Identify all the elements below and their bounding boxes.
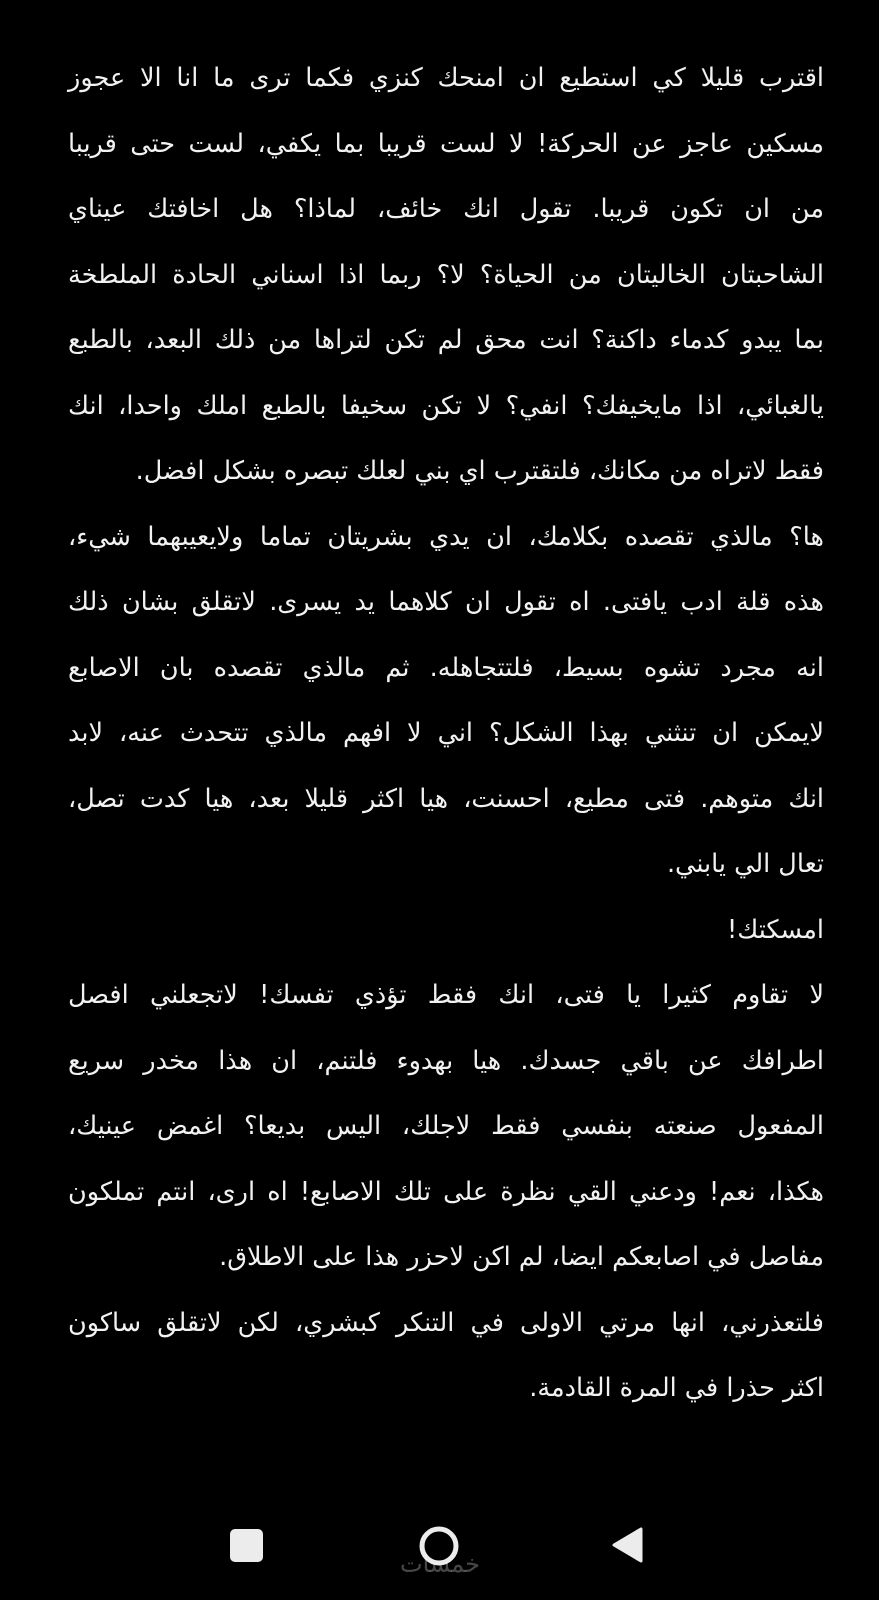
text-line: تعال الي يابني.: [666, 849, 824, 879]
text-line: انك متوهم. فتى مطيع، احسنت، هيا اكثر قليلا بعد، هيا كدت تصل،: [68, 783, 824, 814]
text-line: امسكتك!: [727, 914, 824, 945]
text-line: يالغبائي، اذا مايخيفك؟ انفي؟ لا تكن سخيفا بالطبع املك واحدا، انك: [68, 390, 824, 421]
text-line: فقط لاتراه من مكانك، فلتقترب اي بني لعلك تبصره بشكل افضل.: [135, 456, 824, 486]
text-line: بما يبدو كدماء داكنة؟ انت محق لم تكن لتراها من ذلك البعد، بالطبع: [68, 325, 824, 355]
text-line: اطرافك عن باقي جسدك. هيا بهدوء فلتنم، ان هذا مخدر سريع: [68, 1045, 824, 1076]
text-line: لايمكن ان تنثني بهذا الشكل؟ اني لا افهم مالذي تتحدث عنه، لابد: [68, 718, 824, 748]
story-text: [68, 46, 824, 1422]
watermark-logo: خمسات: [399, 1550, 481, 1578]
text-line: لا تقاوم كثيرا يا فتى، انك فقط تؤذي تفسك! لاتجعلني افصل: [68, 980, 824, 1010]
text-line: من ان تكون قريبا. تقول انك خائف، لماذا؟ هل اخافتك عيناي: [68, 194, 824, 224]
text-line: اكثر حذرا في المرة القادمة.: [529, 1373, 824, 1403]
square-recents-icon[interactable]: [230, 1529, 263, 1562]
triangle-back-icon[interactable]: [610, 1526, 644, 1564]
text-line: اقترب قليلا كي استطيع ان امنحك كنزي فكما ترى ما انا الا عجوز: [68, 63, 824, 93]
text-line: الشاحبتان الخاليتان من الحياة؟ لا؟ ربما اذا اسناني الحادة الملطخة: [68, 259, 824, 290]
text-line: فلتعذرني، انها مرتي الاولى في التنكر كبشري، لكن لاتقلق ساكون: [68, 1307, 824, 1338]
text-line: مفاصل في اصابعكم ايضا، لم اكن لاحزر هذا على الاطلاق.: [219, 1242, 824, 1272]
text-line: ها؟ مالذي تقصده بكلامك، ان يدي بشريتان تماما ولايعيبهما شيء،: [68, 521, 824, 552]
text-line: المفعول صنعته بنفسي فقط لاجلك، اليس بديعا؟ اغمض عينيك،: [68, 1111, 824, 1141]
navigation-bar: [0, 1500, 879, 1600]
text-line: انه مجرد تشوه بسيط، فلتتجاهله. ثم مالذي تقصده بان الاصابع: [68, 652, 824, 683]
text-line: مسكين عاجز عن الحركة! لا لست قريبا بما يكفي، لست حتى قريبا: [68, 128, 824, 159]
text-line: هذه قلة ادب يافتى. اه تقول ان كلاهما يد يسرى. لاتقلق بشان ذلك: [68, 587, 824, 617]
text-line: هكذا، نعم! ودعني القي نظرة على تلك الاصابع! اه ارى، انتم تملكون: [68, 1176, 824, 1207]
